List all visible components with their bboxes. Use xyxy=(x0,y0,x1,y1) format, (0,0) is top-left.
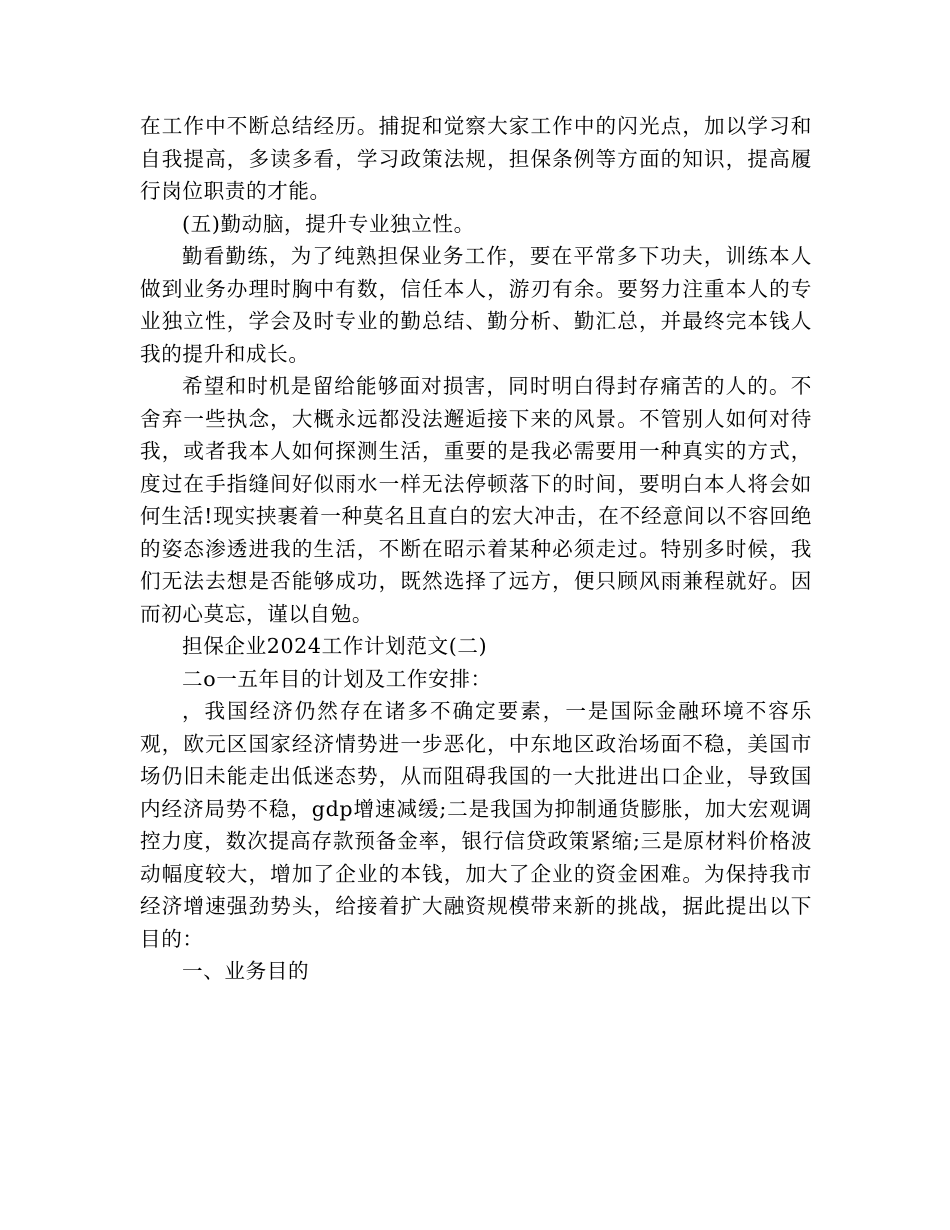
paragraph-7: ，我国经济仍然存在诸多不确定要素，一是国际金融环境不容乐观，欧元区国家经济情势进一步恶化，中东地区政治场面不稳，美国市场仍旧未能走出低迷态势，从而阻碍我国的一大批进出口企业，导致国内经济局势不稳，gdp增速减缓;二是我国为抑制通货膨胀，加大宏观调控力度，数次提高存款预备金率，银行信贷政策紧缩;三是原材料价格波动幅度较大，增加了企业的本钱，加大了企业的资金困难。为保持我市经济增速强劲势头，给接着扩大融资规模带来新的挑战，据此提出以下目的： xyxy=(140,699,812,951)
paragraph-1: 在工作中不断总结经历。捕捉和觉察大家工作中的闪光点，加以学习和自我提高，多读多看，学习政策法规，担保条例等方面的知识，提高履行岗位职责的才能。 xyxy=(140,114,812,203)
section-heading-5: (五)勤动脑，提升专业独立性。 xyxy=(182,211,475,236)
section-heading-1: 一、业务目的 xyxy=(182,959,310,983)
paragraph-4: 希望和时机是留给能够面对损害，同时明白得封存痛苦的人的。不舍弃一些执念，大概永远都没法邂逅接下来的风景。不管别人如何对待我，或者我本人如何探测生活，重要的是我必需要用一种真实的方式，度过在手指缝间好似雨水一样无法停顿落下的时间，要明白本人将会如何生活!现实挟裹着一种莫名且直白的宏大冲击，在不经意间以不容回绝的姿态渗透进我的生活，不断在昭示着某种必须走过。特别多时候，我们无法去想是否能够成功，既然选择了远方，便只顾风雨兼程就好。因而初心莫忘，谨以自勉。 xyxy=(140,374,812,626)
document-title-2: 担保企业2024工作计划范文(二) xyxy=(182,634,488,658)
document-body xyxy=(140,110,812,988)
plan-heading: 二o一五年目的计划及工作安排： xyxy=(182,666,492,691)
paragraph-3: 勤看勤练，为了纯熟担保业务工作，要在平常多下功夫，训练本人做到业务办理时胸中有数，信任本人，游刃有余。要努力注重本人的专业独立性，学会及时专业的勤总结、勤分析、勤汇总，并最终完本钱人我的提升和成长。 xyxy=(140,244,812,366)
